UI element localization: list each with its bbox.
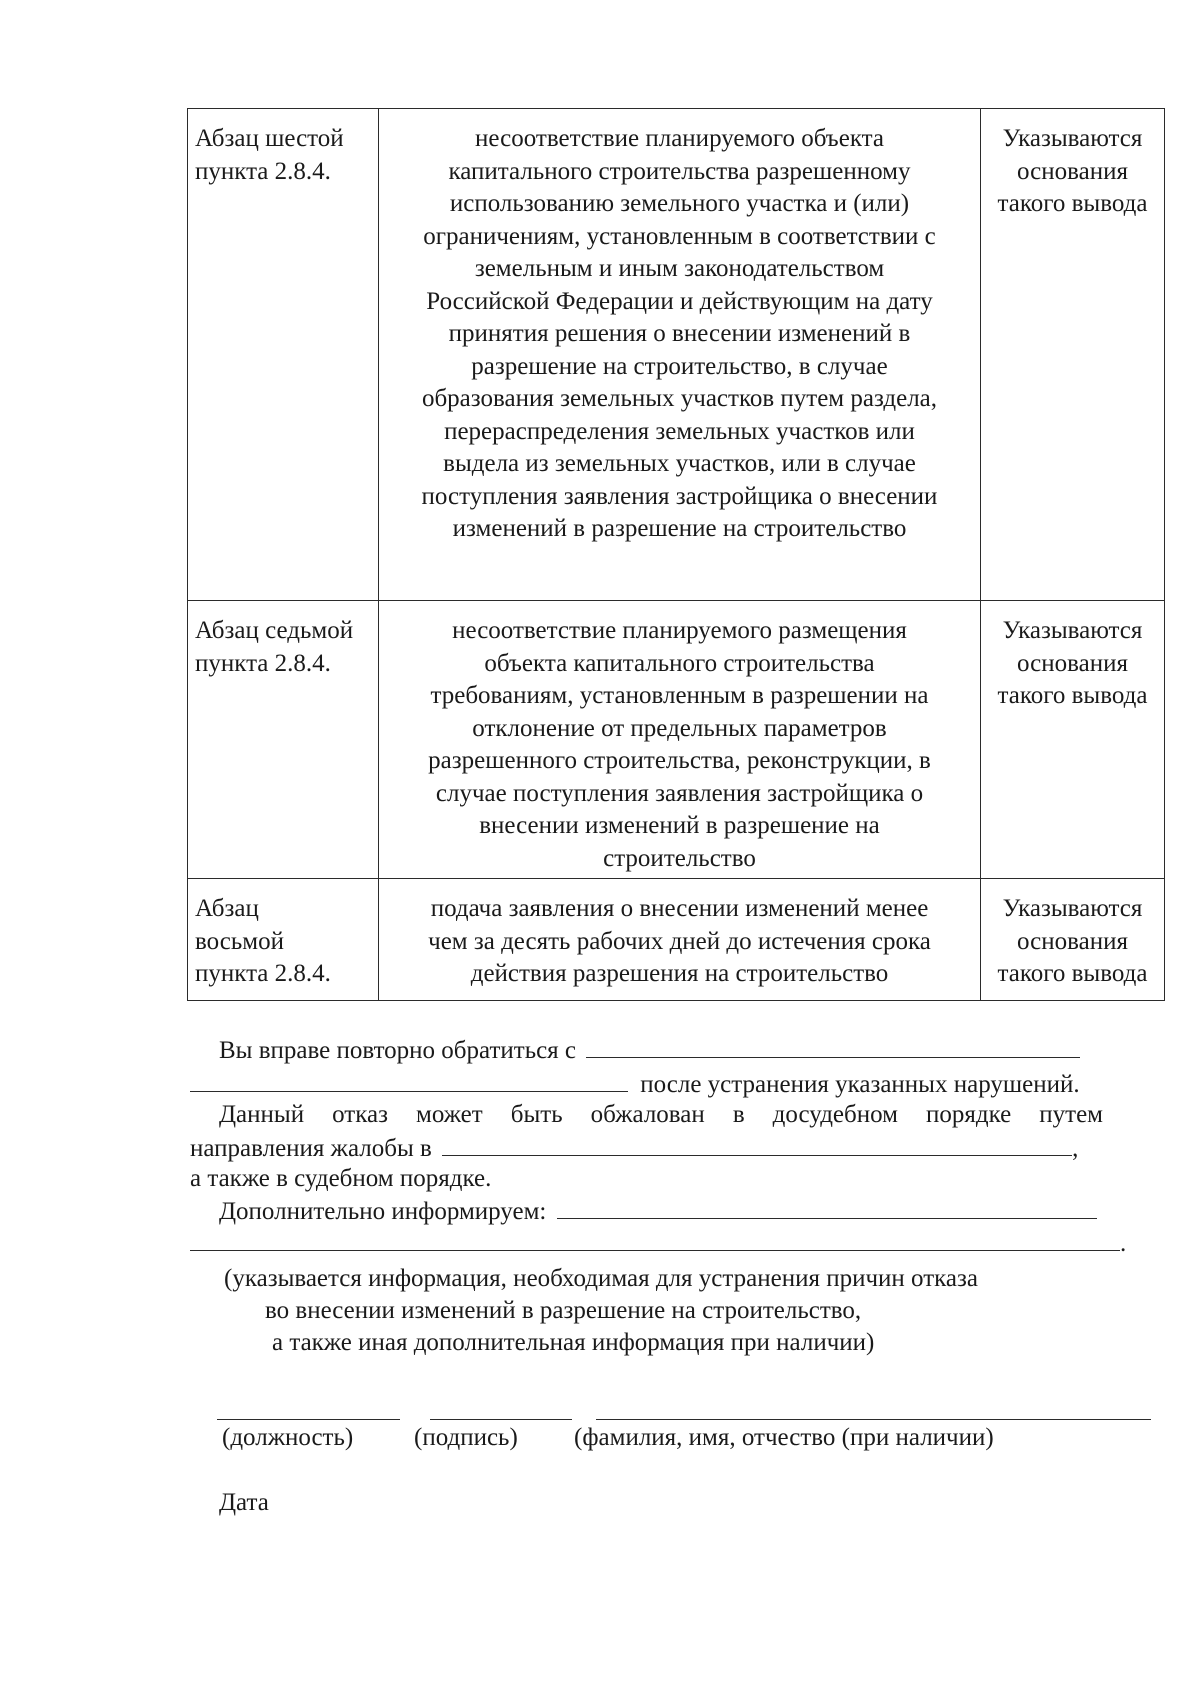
description-line: перераспределения земельных участков или [444, 417, 915, 445]
hint-line: во внесении изменений в разрешение на строительство, [265, 1297, 862, 1324]
description-line: действия разрешения на строительство [470, 960, 889, 987]
reference-line: Абзац шестой [195, 125, 344, 152]
reapply-line [219, 1033, 1080, 1068]
appeal-word: порядке [926, 1101, 1012, 1128]
paragraph-reference [188, 109, 379, 601]
reference-line: пункта 2.8.4. [195, 649, 331, 677]
description-line: несоответствие планируемого объекта [475, 125, 884, 152]
description-line: разрешение на строительство, в случае [471, 352, 888, 380]
note-line: такого вывода [997, 190, 1148, 217]
description-line: подача заявления о внесении изменений менее [430, 895, 929, 922]
description-line: случае поступления заявления застройщика о [435, 779, 924, 807]
note-line: Указываются [1002, 617, 1143, 644]
additional-info-line [219, 1194, 1097, 1229]
description-line: разрешенного строительства, реконструкции, в [428, 747, 931, 774]
position-field[interactable] [217, 1419, 400, 1420]
reference-line: Абзац седьмой [195, 617, 354, 644]
appeal-word: досудебном [772, 1101, 898, 1128]
note-line: основания [1017, 157, 1128, 185]
description-line: принятия решения о внесении изменений в [448, 320, 911, 347]
appeal-word: может [416, 1101, 483, 1128]
description-line: требованиям, установленным в разрешении на [430, 682, 929, 709]
note-line: Указываются [1002, 125, 1143, 152]
description-line: Российской Федерации и действующим на дату [426, 287, 933, 315]
paragraph-reference [188, 879, 379, 1001]
grounds-note [981, 879, 1165, 1001]
note-line: такого вывода [997, 960, 1148, 987]
table-row [188, 879, 1165, 1001]
description-line: несоответствие планируемого размещения [452, 617, 907, 644]
description-line: чем за десять рабочих дней до истечения срока [428, 927, 931, 955]
full-name-label: (фамилия, имя, отчество (при наличии) [574, 1424, 994, 1451]
note-line: основания [1017, 649, 1128, 677]
description-line: внесении изменений в разрешение на [479, 812, 880, 839]
description-line: образования земельных участков путем раздела, [421, 385, 938, 412]
note-line: такого вывода [997, 682, 1148, 709]
additional-info-line-2 [190, 1226, 1126, 1261]
description-line: объекта капитального строительства [484, 649, 875, 677]
additional-info-label: Дополнительно информируем: [219, 1198, 547, 1225]
signature-field[interactable] [430, 1419, 572, 1420]
reapply-authority-field-continued[interactable] [190, 1067, 628, 1092]
hint-line: а также иная дополнительная информация при наличии) [272, 1329, 875, 1356]
full-name-field[interactable] [596, 1419, 1151, 1420]
note-line: Указываются [1002, 895, 1143, 922]
appeal-word: обжалован [590, 1101, 705, 1128]
period: . [1120, 1230, 1127, 1257]
appeal-word: в [732, 1101, 745, 1128]
description-line: изменений в разрешение на строительство [452, 515, 907, 542]
description-line: земельным и иным законодательством [474, 255, 885, 282]
court-line: а также в судебном порядке. [190, 1165, 492, 1192]
appeal-word: быть [510, 1101, 563, 1128]
reapply-text: Вы вправе повторно обратиться с [219, 1037, 577, 1064]
additional-info-field-continued[interactable] [190, 1226, 1120, 1251]
after-fix-text: после устранения указанных нарушений. [640, 1071, 1080, 1098]
description-line: капитального строительства разрешенному [448, 157, 911, 185]
appeal-word: Данный [219, 1101, 305, 1128]
reference-line: пункта 2.8.4. [195, 157, 331, 185]
reapply-authority-field[interactable] [586, 1033, 1080, 1058]
position-label: (должность) [222, 1424, 354, 1451]
note-line: основания [1017, 927, 1128, 955]
reference-line: Абзац [195, 895, 259, 922]
reason-description [379, 879, 981, 1001]
reference-line: восьмой [195, 927, 284, 955]
description-line: отклонение от предельных параметров [472, 714, 887, 742]
description-line: использованию земельного участка и (или) [449, 190, 910, 217]
reason-description [379, 601, 981, 879]
appeal-line [219, 1099, 1103, 1132]
description-line: поступления заявления застройщика о внесении [421, 482, 938, 510]
signature-label: (подпись) [414, 1424, 518, 1451]
appeal-word: путем [1039, 1101, 1104, 1128]
reference-line: пункта 2.8.4. [195, 960, 331, 987]
table-row [188, 601, 1165, 879]
appeal-recipient-text: направления жалобы в [190, 1135, 432, 1162]
grounds-note [981, 601, 1165, 879]
date-label: Дата [219, 1489, 269, 1516]
reason-description [379, 109, 981, 601]
appeal-recipient-line [190, 1131, 1078, 1166]
paragraph-reference [188, 601, 379, 879]
appeal-recipient-field[interactable] [442, 1131, 1072, 1156]
hint-line: (указывается информация, необходимая для устранения причин отказа [224, 1265, 978, 1292]
description-line: ограничениям, установленным в соответствии с [423, 222, 936, 250]
additional-info-field[interactable] [557, 1194, 1097, 1219]
after-fix-line [190, 1067, 1080, 1102]
comma: , [1072, 1135, 1079, 1162]
table-row [188, 109, 1165, 601]
description-line: строительство [603, 844, 756, 872]
refusal-reasons-table [187, 108, 1165, 1001]
grounds-note [981, 109, 1165, 601]
appeal-word: отказ [332, 1101, 388, 1128]
description-line: выдела из земельных участков, или в случае [443, 450, 916, 477]
